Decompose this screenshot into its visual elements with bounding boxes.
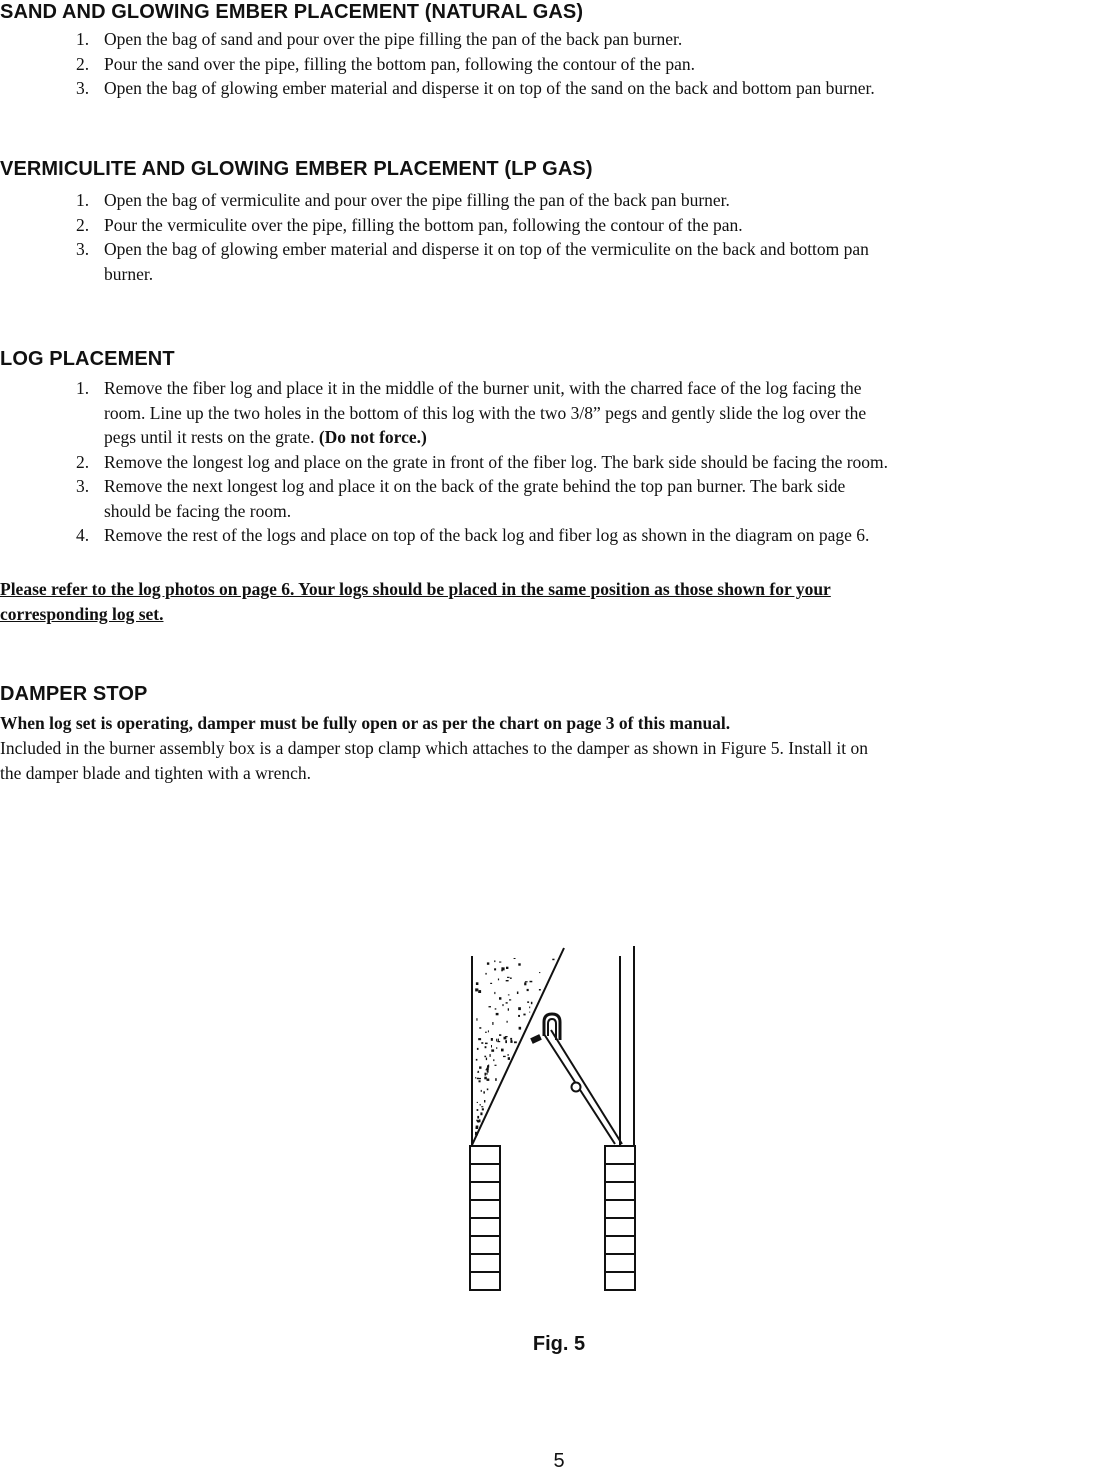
step-text-continued: should be facing the room. xyxy=(104,500,292,521)
damper-warning: When log set is operating, damper must be fully open or as per the chart on page 3 of this manual. xyxy=(0,713,731,733)
step-text-fragment: pegs until it rests on the grate. xyxy=(104,427,315,447)
step-number: 1. xyxy=(76,378,90,398)
paragraph-line: the damper blade and tighten with a wrench. xyxy=(0,762,312,783)
list-item xyxy=(76,213,869,238)
sand-heading: SAND AND GLOWING EMBER PLACEMENT (NATURAL GAS) xyxy=(0,1,584,23)
step-text-continued xyxy=(104,425,888,450)
step-text: Remove the rest of the logs and place on top of the back log and fiber log as shown in the diagram on page 6. xyxy=(104,525,870,545)
step-number: 3. xyxy=(76,78,90,98)
note-line: Please refer to the log photos on page 6. Your logs should be placed in the same position as those shown for your xyxy=(0,579,831,599)
flue-wall xyxy=(620,946,634,1145)
vermiculite-steps xyxy=(76,188,869,286)
list-item xyxy=(76,523,888,548)
step-number: 3. xyxy=(76,239,90,259)
step-number: 3. xyxy=(76,476,90,496)
vermiculite-heading: VERMICULITE AND GLOWING EMBER PLACEMENT (LP GAS) xyxy=(0,158,593,180)
list-item xyxy=(76,52,875,77)
damper-stop-heading: DAMPER STOP xyxy=(0,683,148,705)
note-line: corresponding log set. xyxy=(0,603,164,624)
damper-stop-diagram xyxy=(440,940,680,1300)
sand-steps xyxy=(76,27,875,101)
step-number: 4. xyxy=(76,525,90,545)
step-number: 2. xyxy=(76,53,90,74)
step-text: Pour the vermiculite over the pipe, filling the bottom pan, following the contour of the pan. xyxy=(104,214,743,235)
list-item xyxy=(76,450,888,475)
list-item xyxy=(76,237,869,286)
list-item xyxy=(76,76,875,101)
list-item xyxy=(76,474,888,523)
step-text: Open the bag of sand and pour over the pipe filling the pan of the back pan burner. xyxy=(104,29,683,49)
smoke-shelf-sand xyxy=(472,948,564,1145)
step-text: Open the bag of vermiculite and pour over the pipe filling the pan of the back pan burner. xyxy=(104,190,730,210)
list-item xyxy=(76,376,888,450)
step-number: 2. xyxy=(76,451,90,472)
step-text: Pour the sand over the pipe, filling the bottom pan, following the contour of the pan. xyxy=(104,53,695,74)
step-text: Remove the next longest log and place it on the back of the grate behind the top pan burner. The bark side xyxy=(104,476,846,496)
list-item xyxy=(76,27,875,52)
log-photo-note xyxy=(0,577,1118,626)
step-text: Open the bag of glowing ember material and disperse it on top of the sand on the back and bottom pan burner. xyxy=(104,78,875,98)
step-number: 1. xyxy=(76,29,90,49)
log-placement-heading: LOG PLACEMENT xyxy=(0,348,175,370)
step-text: Remove the longest log and place on the grate in front of the fiber log. The bark side should be facing the room. xyxy=(104,451,889,472)
do-not-force-emphasis: (Do not force.) xyxy=(318,427,427,447)
step-text-continued: room. Line up the two holes in the bottom of this log with the two 3/8” pegs and gently slide the log over the xyxy=(104,402,867,423)
page-number: 5 xyxy=(553,1450,565,1472)
left-brick-column xyxy=(470,1146,500,1290)
step-number: 1. xyxy=(76,190,90,210)
log-placement-steps xyxy=(76,376,888,548)
step-text-continued: burner. xyxy=(104,263,154,284)
step-text: Remove the fiber log and place it in the middle of the burner unit, with the charred face of the log facing the xyxy=(104,378,862,398)
right-brick-column xyxy=(605,1146,635,1290)
step-number: 2. xyxy=(76,214,90,235)
list-item xyxy=(76,188,869,213)
step-text: Open the bag of glowing ember material and disperse it on top of the vermiculite on the back and bottom pan xyxy=(104,239,869,259)
damper-instructions xyxy=(0,736,1118,785)
figure-caption: Fig. 5 xyxy=(532,1333,586,1355)
damper-blade xyxy=(544,1030,622,1144)
paragraph-line: Included in the burner assembly box is a damper stop clamp which attaches to the damper as shown in Figure 5. Install it on xyxy=(0,738,868,758)
